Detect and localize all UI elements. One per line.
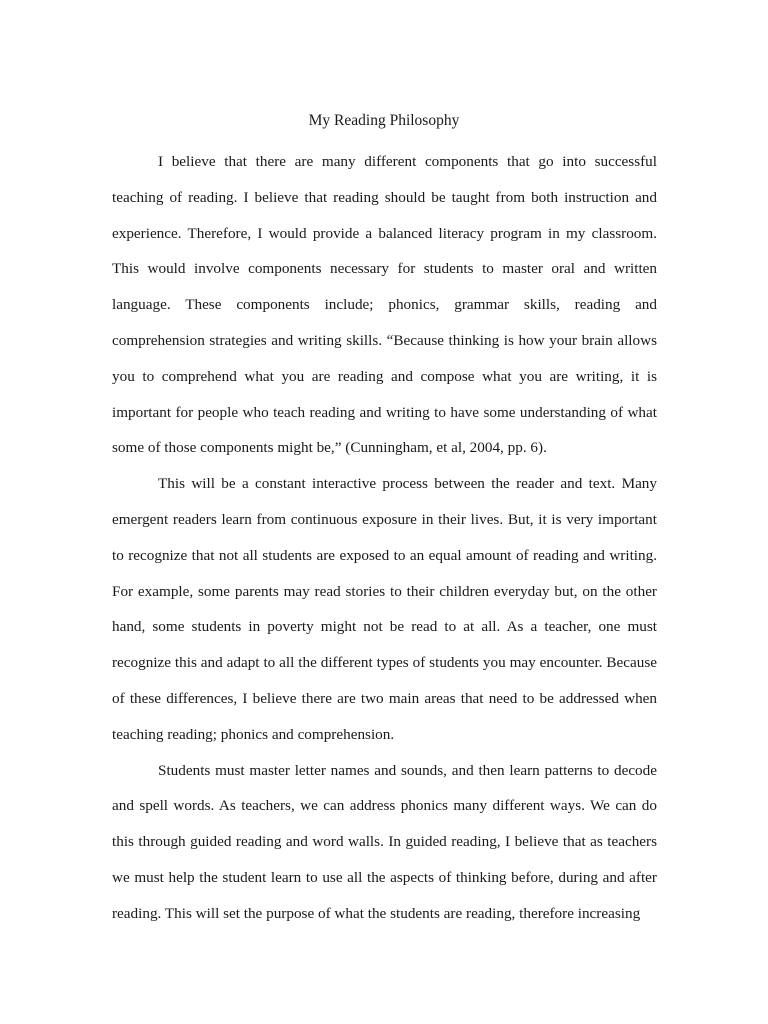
paragraph-2: This will be a constant interactive process between the reader and text. Many emergent readers learn from continuous exposure in their lives. But, it is very important to recognize that not all students are exposed to an equal amount of reading and writing. For example, some parents may read stories to their children everyday but, on the other hand, some students in poverty might not be read to at all. As a teacher, one must recognize this and adapt to all the different types of students you may encounter. Because of these differences, I believe there are two main areas that need to be addressed when teaching reading; phonics and comprehension. <box>112 475 657 743</box>
paragraph-3: Students must master letter names and sounds, and then learn patterns to decode and spell words. As teachers, we can address phonics many different ways. We can do this through guided reading and word walls. In guided reading, I believe that as teachers we must help the student learn to use all the aspects of thinking before, during and after reading. This will set the purpose of what the students are reading, therefore increasing <box>112 761 657 922</box>
paragraph-1: I believe that there are many different components that go into successful teaching of reading. I believe that reading should be taught from both instruction and experience. Therefore, I would provide a balanced literacy program in my classroom. This would involve components necessary for students to master oral and written language. These components include; phonics, grammar skills, reading and comprehension strategies and writing skills. “Because thinking is how your brain allows you to comprehend what you are reading and compose what you are writing, it is important for people who teach reading and writing to have some understanding of what some of those components might be,” (Cunningham, et al, 2004, pp. 6). <box>112 153 657 457</box>
document-body <box>112 144 657 932</box>
document-title: My Reading Philosophy <box>308 112 460 129</box>
